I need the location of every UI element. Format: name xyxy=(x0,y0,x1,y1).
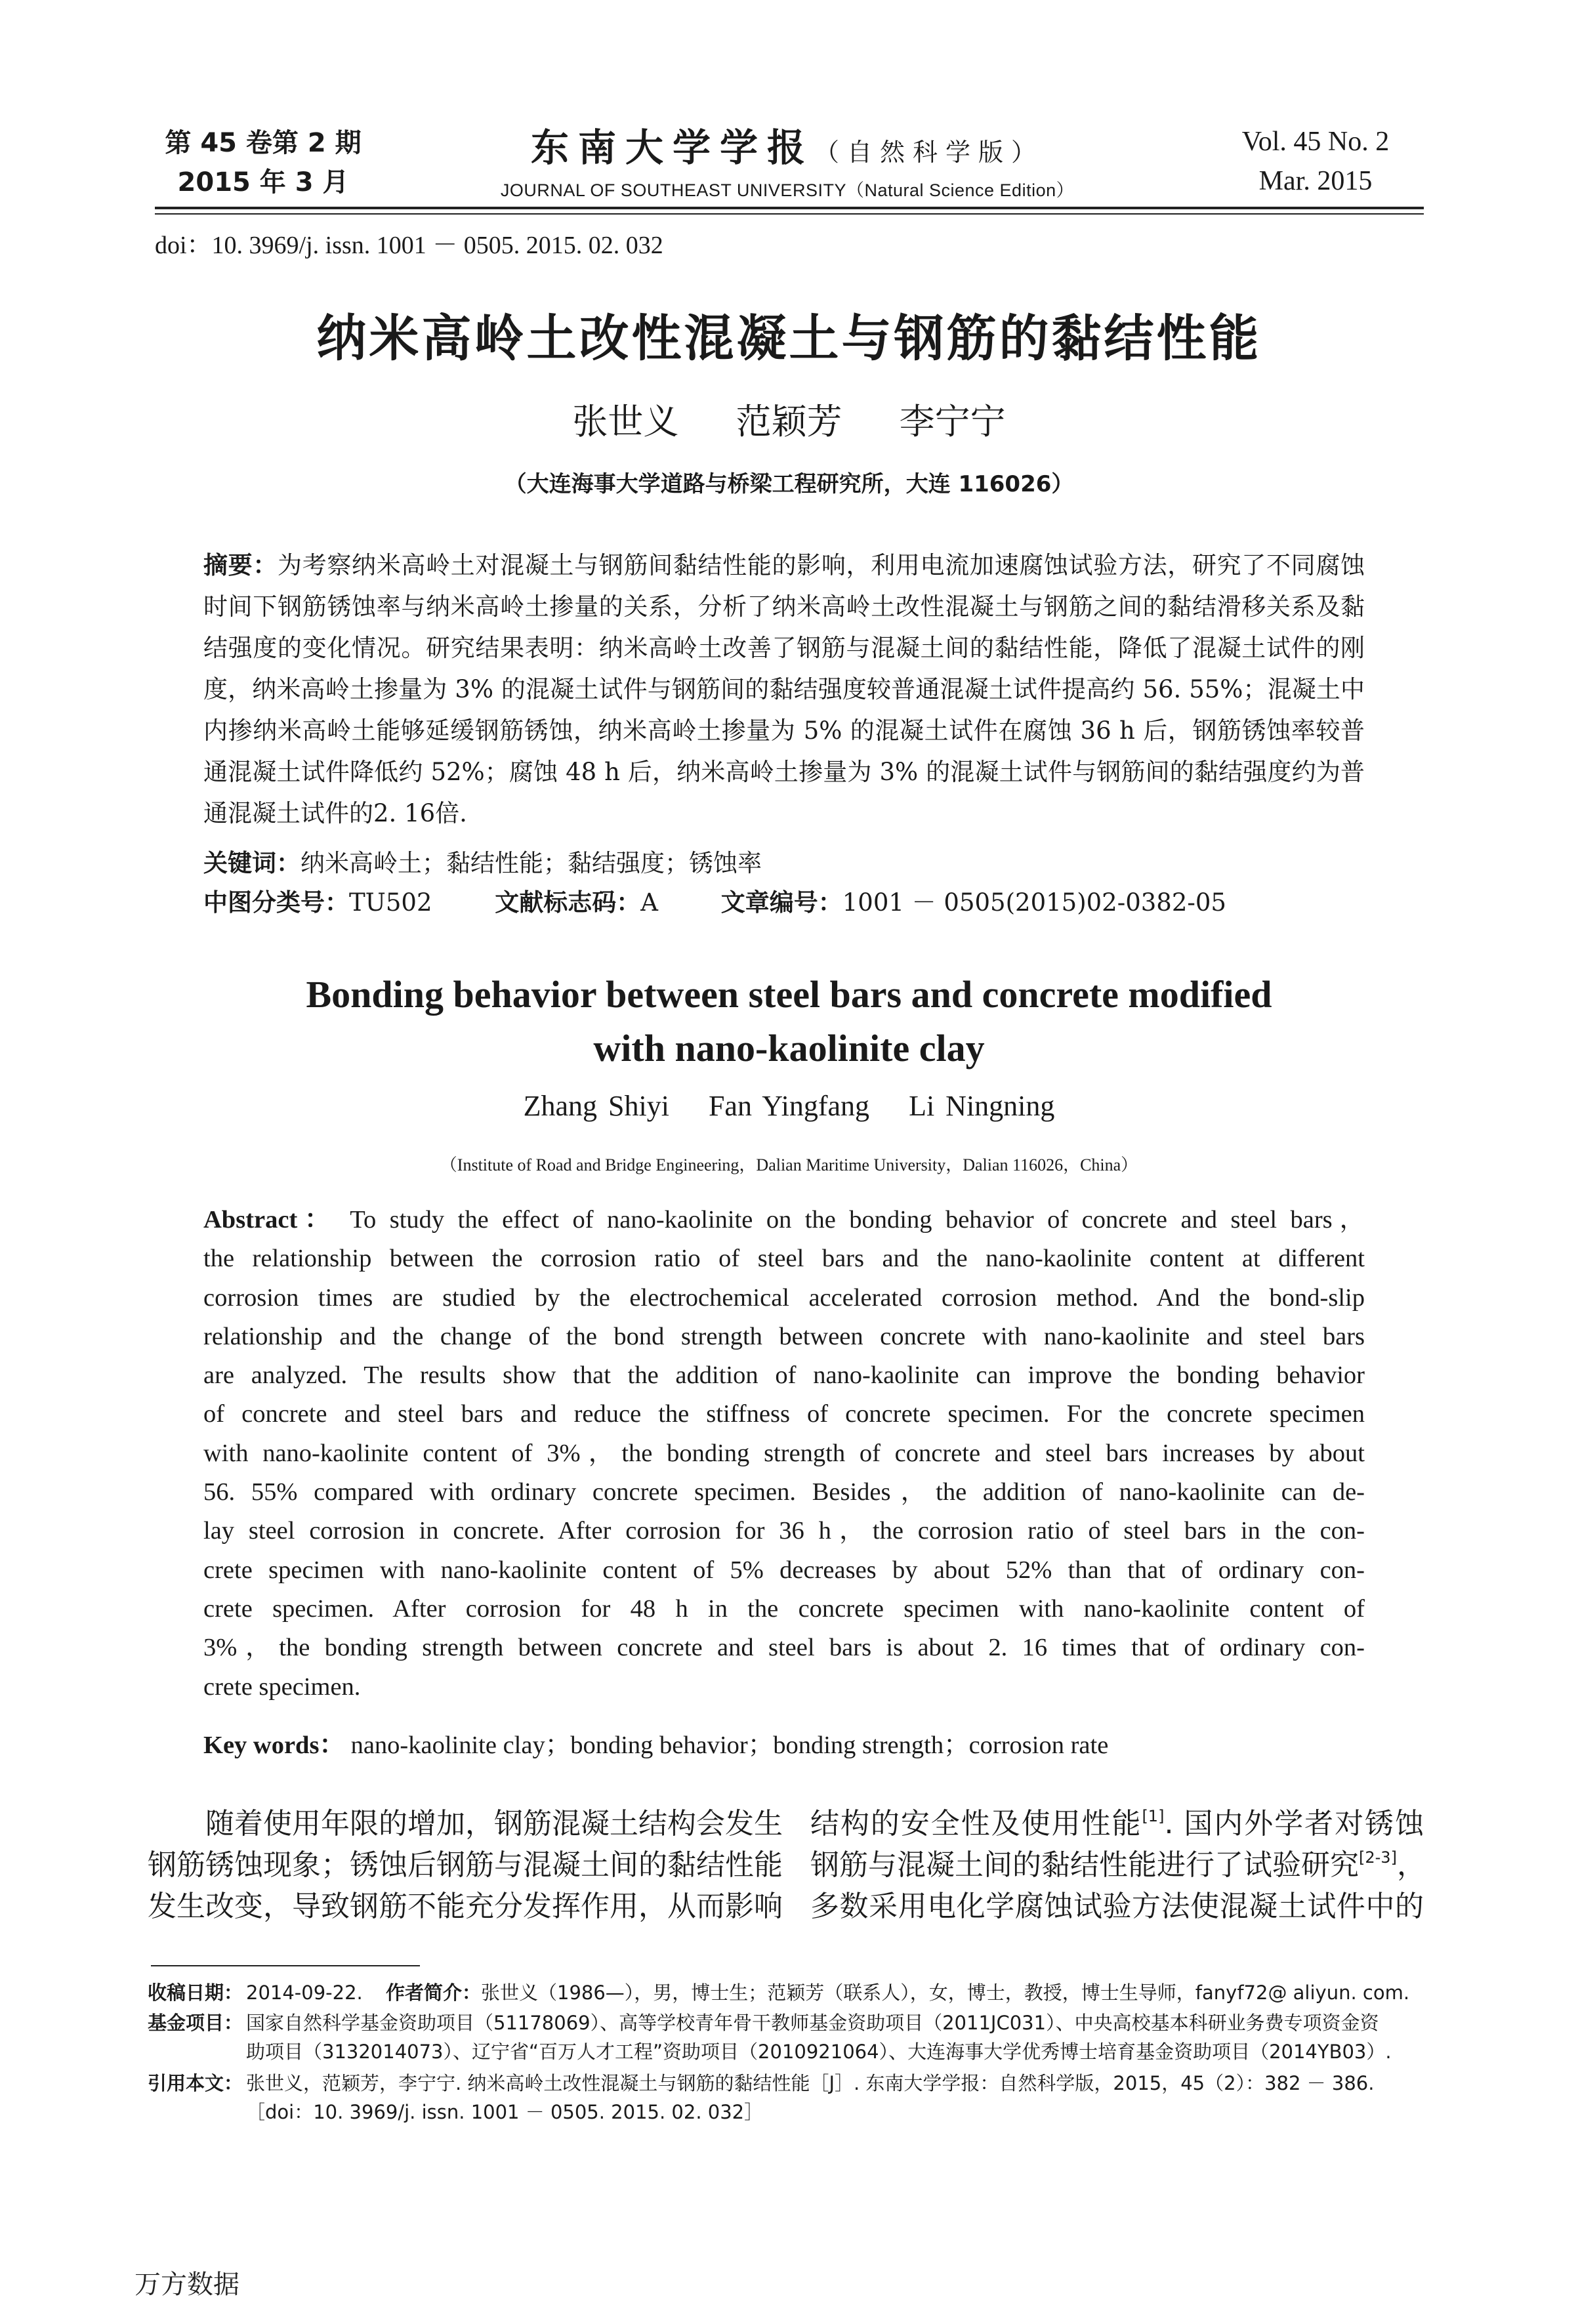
author-en-2: Fan Yingfang xyxy=(708,1090,870,1122)
abstract-en-line: the relationship between the corrosion ratio of steel bars and the nano-kaolinite content at different xyxy=(203,1245,1365,1273)
issue-info-en xyxy=(1207,122,1424,201)
abstract-en xyxy=(203,1201,1365,1707)
keywords-en-text: nano-kaolinite clay；bonding behavior；bonding strength；corrosion rate xyxy=(344,1732,1109,1759)
footnote-rule xyxy=(151,1965,420,1966)
body-column-right xyxy=(810,1803,1424,1927)
abstract-en-line: lay steel corrosion in concrete. After corrosion for 36 h，the corrosion ratio of steel bars in the con- xyxy=(203,1517,1365,1545)
keywords-en-label: Key words： xyxy=(203,1732,344,1759)
footnote-received xyxy=(148,1978,1427,2007)
issue-info-cn xyxy=(155,123,371,202)
abstract-cn xyxy=(203,545,1365,834)
journal-title-cn xyxy=(407,117,1168,172)
journal-name-cn: 东南大学学报 xyxy=(530,125,814,170)
doc-code-value: A xyxy=(640,888,658,917)
keywords-cn-text: 纳米高岭土；黏结性能；黏结强度；锈蚀率 xyxy=(301,849,762,877)
keywords-en xyxy=(203,1726,1365,1765)
paper-title-cn: 纳米高岭土改性混凝土与钢筋的黏结性能 xyxy=(316,309,1262,367)
keywords-cn-label: 关键词： xyxy=(203,849,301,877)
body-line: 发生改变，导致钢筋不能充分发挥作用，从而影响 xyxy=(148,1890,783,1923)
abstract-en-line: of concrete and steel bars and reduce the stiffness of concrete specimen. For the concrete specimen xyxy=(203,1400,1365,1428)
fund-line1: 国家自然科学基金资助项目（51178069）、高等学校青年骨干教师基金资助项目（2011JC031）、中央高校基本科研业务费专项资金资 xyxy=(246,2012,1379,2034)
abstract-en-line: corrosion times are studied by the electrochemical accelerated corrosion method. And the bond-slip xyxy=(203,1283,1365,1312)
received-value: 2014-09-22. xyxy=(246,1982,363,2004)
date-cn: 2015 年 3 月 xyxy=(177,167,349,197)
citation-ref: [1] xyxy=(1142,1807,1165,1825)
affiliation-cn: （大连海事大学道路与桥梁工程研究所，大连 116026） xyxy=(504,471,1074,497)
cite-label: 引用本文： xyxy=(148,2072,243,2094)
paper-title-en xyxy=(0,968,1578,1075)
clc-value: TU502 xyxy=(349,888,432,917)
affiliation-en: （Institute of Road and Bridge Engineering，Dalian Maritime University，Dalian 116026，China） xyxy=(440,1155,1138,1174)
authors-en xyxy=(0,1089,1578,1123)
cite-line2: ［doi：10. 3969/j. issn. 1001 － 0505. 2015. 02. 032］ xyxy=(246,2101,764,2123)
classification-cn xyxy=(203,883,1365,923)
body-line: 结构的安全性及使用性能[1]. 国内外学者对锈蚀 xyxy=(810,1807,1424,1840)
body-line: 多数采用电化学腐蚀试验方法使混凝土试件中的 xyxy=(810,1890,1424,1923)
body-column-left xyxy=(148,1803,783,1927)
header-rule-thin xyxy=(155,213,1424,215)
cite-line1: 张世义，范颖芳，李宁宁. 纳米高岭土改性混凝土与钢筋的黏结性能［J］. 东南大学学报：自然科学版，2015，45（2）：382 － 386. xyxy=(246,2072,1375,2094)
watermark: 万方数据 xyxy=(135,2270,239,2300)
abstract-en-label: Abstract： xyxy=(203,1206,337,1234)
article-no-value: 1001 － 0505(2015)02-0382-05 xyxy=(842,888,1226,917)
footnote-funding xyxy=(148,2008,1427,2066)
keywords-cn xyxy=(203,844,1365,883)
author-en-3: Li Ningning xyxy=(909,1090,1055,1122)
abstract-en-line: relationship and the change of the bond strength between concrete with nano-kaolinite and steel bars xyxy=(203,1322,1365,1350)
journal-title-en: JOURNAL OF SOUTHEAST UNIVERSITY（Natural Science Edition） xyxy=(500,180,1075,200)
paper-title-en-line2: with nano-kaolinite clay xyxy=(593,1027,985,1069)
authors-cn: 张世义 范颖芳 李宁宁 xyxy=(572,401,1006,442)
abstract-cn-text: 为考察纳米高岭土对混凝土与钢筋间黏结性能的影响，利用电流加速腐蚀试验方法，研究了不同腐蚀时间下钢筋锈蚀率与纳米高岭土掺量的关系，分析了纳米高岭土改性混凝土与钢筋之间的黏结滑移关系及黏结强度的变化情况。研究结果表明：纳米高岭土改善了钢筋与混凝土间的黏结性能，降低了混凝土试件的刚度，纳米高岭土掺量为 3% 的混凝土试件与钢筋间的黏结强度较普通混凝土试件提高约 56. 55%；混凝土中内掺纳米高岭土能够延缓钢筋锈蚀，纳米高岭土掺量为 5% 的混凝土试件在腐蚀 36 h 后，钢筋锈蚀率较普通混凝土试件降低约 52%；腐蚀 48 h 后，纳米高岭土掺量为 3% 的混凝土试件与钢筋间的黏结强度约为普通混凝土试件的2. 16倍. xyxy=(203,551,1365,827)
abstract-en-line: 3%，the bonding strength between concrete and steel bars is about 2. 16 times that of ordinary con- xyxy=(203,1634,1365,1662)
fund-label: 基金项目： xyxy=(148,2012,243,2034)
footnote-citation xyxy=(148,2069,1427,2127)
fund-line2: 助项目（3132014073）、辽宁省“百万人才工程”资助项目（2010921064）、大连海事大学优秀博士培育基金资助项目（2014YB03）. xyxy=(246,2041,1392,2063)
header-rule-thick xyxy=(155,207,1424,209)
volume-en: Vol. 45 No. 2 xyxy=(1241,127,1390,157)
body-line: 钢筋与混凝土间的黏结性能进行了试验研究[2-3]， xyxy=(810,1848,1426,1882)
journal-masthead xyxy=(407,117,1168,201)
abstract-cn-label: 摘要： xyxy=(203,551,278,579)
bio-label: 作者简介： xyxy=(385,1982,481,2004)
abstract-en-line: crete specimen. After corrosion for 48 h in the concrete specimen with nano-kaolinite content of xyxy=(203,1594,1365,1623)
journal-edition-cn: （自然科学版） xyxy=(814,138,1045,167)
abstract-en-line: with nano-kaolinite content of 3%，the bonding strength of concrete and steel bars increases by about xyxy=(203,1439,1365,1467)
clc-label: 中图分类号： xyxy=(203,888,349,917)
citation-ref: [2-3] xyxy=(1359,1848,1397,1867)
abstract-en-line: crete specimen with nano-kaolinite content of 5% decreases by about 52% than that of ordinary con- xyxy=(203,1556,1365,1584)
bio-value: 张世义（1986—），男，博士生；范颖芳（联系人），女，博士，教授，博士生导师，fanyf72@ aliyun. com. xyxy=(481,1982,1410,2004)
paper-title-en-line1: Bonding behavior between steel bars and concrete modified xyxy=(306,973,1272,1016)
date-en: Mar. 2015 xyxy=(1258,166,1373,196)
body-line: 钢筋锈蚀现象；锈蚀后钢筋与混凝土间的黏结性能 xyxy=(148,1848,783,1882)
abstract-en-line: crete specimen. xyxy=(203,1672,361,1701)
body-line: 随着使用年限的增加，钢筋混凝土结构会发生 xyxy=(205,1807,783,1840)
received-label: 收稿日期： xyxy=(148,1982,243,2004)
article-no-label: 文章编号： xyxy=(720,888,842,917)
doc-code-label: 文献标志码： xyxy=(495,888,641,917)
abstract-en-line: 56. 55% compared with ordinary concrete specimen. Besides，the addition of nano-kaolinite can de- xyxy=(203,1478,1365,1506)
author-en-1: Zhang Shiyi xyxy=(523,1090,669,1122)
abstract-en-line: are analyzed. The results show that the addition of nano-kaolinite can improve the bonding behavior xyxy=(203,1361,1365,1390)
abstract-en-line: Abstract： To study the effect of nano-kaolinite on the bonding behavior of concrete and steel bars， xyxy=(203,1206,1365,1234)
volume-cn: 第 45 卷第 2 期 xyxy=(165,128,362,158)
doi: doi：10. 3969/j. issn. 1001 － 0505. 2015. 02. 032 xyxy=(155,232,663,259)
